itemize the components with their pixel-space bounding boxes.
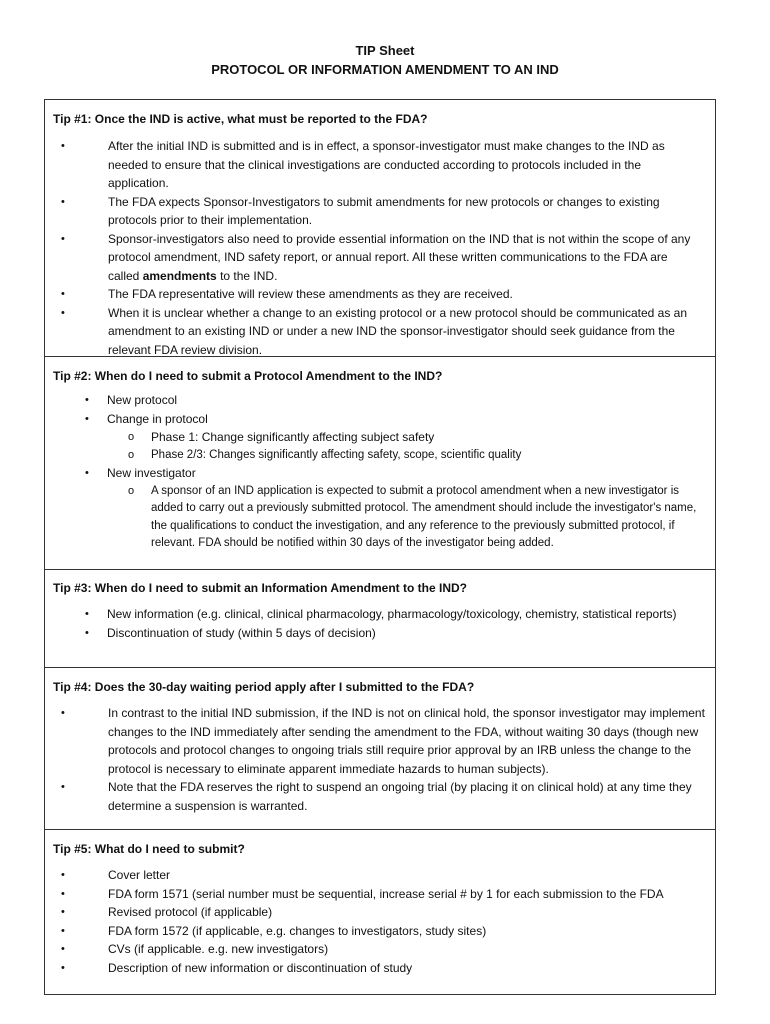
tip2-list bbox=[45, 391, 715, 553]
list-item: • The FDA representative will review these amendments as they are received. bbox=[45, 285, 698, 304]
tip3-heading: Tip #3: When do I need to submit an Information Amendment to the IND? bbox=[53, 581, 467, 595]
change-sublist bbox=[107, 428, 715, 464]
list-item: • Sponsor-investigators also need to provide essential information on the IND that is not within the scope of any protocol amendment, IND safety report, or annual report. All these written communications to the FDA are called amendments to the IND. bbox=[45, 230, 698, 286]
list-item: • After the initial IND is submitted and is in effect, a sponsor-investigator must make changes to the IND as needed to ensure that the clinical investigations are conducted according to protocols included in the application. bbox=[45, 137, 698, 193]
tip5-list bbox=[45, 866, 715, 977]
list-item: • New investigator o A sponsor of an IND application is expected to submit a protocol amendment when a new investigator is added to carry out a previously submitted protocol. The amendment should include the investigator's name, the qualifications to conduct the investigation, and any reference to the previously submitted protocol, if relevant. FDA should be notified within 30 days of the investigator being added. bbox=[45, 464, 715, 553]
tip4-heading: Tip #4: Does the 30-day waiting period apply after I submitted to the FDA? bbox=[53, 680, 475, 694]
list-item: • New information (e.g. clinical, clinical pharmacology, pharmacology/toxicology, chemistry, statistical reports) bbox=[45, 605, 717, 624]
tip5-heading: Tip #5: What do I need to submit? bbox=[53, 842, 245, 856]
list-item: • Discontinuation of study (within 5 days of decision) bbox=[45, 624, 715, 643]
list-item: • CVs (if applicable. e.g. new investigators) bbox=[45, 940, 715, 959]
list-item: • In contrast to the initial IND submission, if the IND is not on clinical hold, the sponsor investigator may implement changes to the IND immediately after sending the amendment to the FDA, without waiting 30 days (though new protocols and protocol changes to ongoing trials still require prior approval by an IRB unless the change to the protocol is necessary to eliminate apparent immediate hazards to human subjects). bbox=[45, 704, 713, 778]
tip3-list bbox=[45, 605, 715, 642]
list-item: • Note that the FDA reserves the right to suspend an ongoing trial (by placing it on clinical hold) at any time they determine a suspension is warranted. bbox=[45, 778, 713, 815]
tip1-section bbox=[45, 100, 715, 357]
document-subtitle: PROTOCOL OR INFORMATION AMENDMENT TO AN IND bbox=[211, 62, 559, 77]
list-item: • Description of new information or discontinuation of study bbox=[45, 959, 715, 978]
list-item: • Revised protocol (if applicable) bbox=[45, 903, 715, 922]
sub-item: o Phase 2/3: Changes significantly affecting safety, scope, scientific quality bbox=[107, 446, 715, 464]
amendments-term: amendments bbox=[142, 268, 217, 283]
tip5-section bbox=[45, 830, 715, 995]
tip4-list bbox=[45, 704, 715, 815]
tip2-heading: Tip #2: When do I need to submit a Protocol Amendment to the IND? bbox=[53, 369, 443, 383]
list-item: • Cover letter bbox=[45, 866, 715, 885]
list-item: • Change in protocol o Phase 1: Change significantly affecting subject safety o Phase 2/3: Changes significantly affecting safety, scope, scientific quality bbox=[45, 410, 715, 465]
list-item: • New protocol bbox=[45, 391, 715, 410]
sub-item: o A sponsor of an IND application is expected to submit a protocol amendment when a new investigator is added to carry out a previously submitted protocol. The amendment should include the investigator's name, the qualifications to conduct the investigation, and any reference to the previously submitted protocol, if relevant. FDA should be notified within 30 days of the investigator being added. bbox=[107, 483, 711, 553]
list-item: • The FDA expects Sponsor-Investigators to submit amendments for new protocols or changes to existing protocols prior to their implementation. bbox=[45, 193, 698, 230]
tip1-list bbox=[45, 137, 715, 359]
list-item: • FDA form 1572 (if applicable, e.g. changes to investigators, study sites) bbox=[45, 922, 715, 941]
tip4-section bbox=[45, 668, 715, 830]
tip3-section bbox=[45, 570, 715, 668]
list-item: • FDA form 1571 (serial number must be sequential, increase serial # by 1 for each submission to the FDA bbox=[45, 885, 715, 904]
tips-table bbox=[44, 99, 716, 995]
investigator-sublist bbox=[107, 483, 715, 553]
tip1-heading: Tip #1: Once the IND is active, what must be reported to the FDA? bbox=[53, 112, 428, 126]
document-title: TIP Sheet bbox=[355, 43, 415, 58]
tip2-section bbox=[45, 357, 715, 570]
sub-item: o Phase 1: Change significantly affecting subject safety bbox=[107, 428, 715, 446]
list-item: • When it is unclear whether a change to an existing protocol or a new protocol should be communicated as an amendment to an existing IND or under a new IND the sponsor-investigator should seek guidance from the relevant FDA review division. bbox=[45, 304, 698, 360]
